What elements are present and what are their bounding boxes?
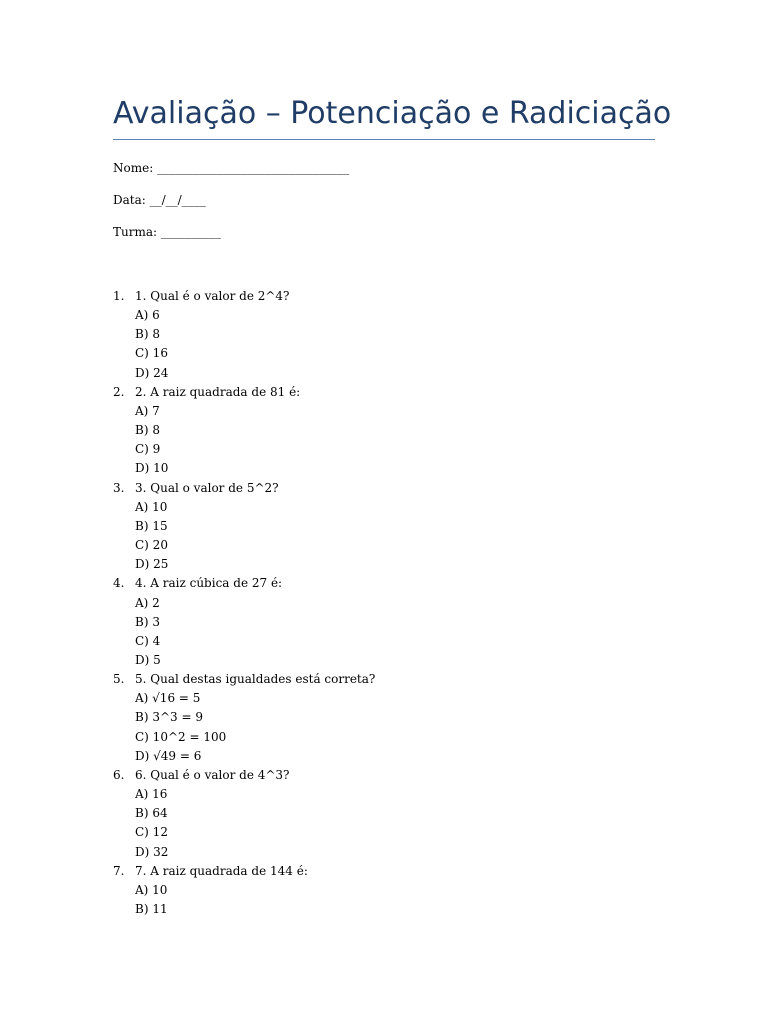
document-title: Avaliação – Potenciação e Radiciação	[113, 96, 672, 131]
option-b: B) 11	[135, 902, 168, 916]
option-d: D) 5	[135, 652, 161, 667]
class-field: Turma: __________	[113, 225, 221, 239]
name-field: Nome: ________________________________	[113, 161, 350, 175]
option-d: D) 10	[135, 461, 169, 476]
question-7	[113, 862, 655, 919]
question-6	[113, 766, 655, 862]
option-b: B) 8	[135, 327, 160, 342]
option-d: D) √49 = 6	[135, 748, 202, 763]
question-number: 7.	[113, 863, 125, 878]
question-text: 1. Qual é o valor de 2^4?	[135, 289, 290, 303]
option-a: A) 16	[135, 787, 168, 802]
option-c: C) 4	[135, 633, 161, 648]
option-d: D) 25	[135, 557, 169, 572]
option-a: A) 7	[135, 403, 160, 418]
option-b: B) 64	[135, 806, 168, 821]
option-c: C) 12	[135, 825, 168, 840]
option-c: C) 16	[135, 346, 168, 361]
option-a: A) 6	[135, 308, 160, 323]
question-text: 3. Qual o valor de 5^2?	[135, 480, 279, 495]
question-list	[113, 287, 655, 919]
question-1	[113, 287, 655, 383]
title-divider	[113, 139, 655, 140]
option-b: B) 8	[135, 423, 160, 438]
question-number: 3.	[113, 480, 125, 495]
option-c: C) 20	[135, 538, 168, 553]
option-b: B) 3	[135, 614, 160, 629]
question-text: 7. A raiz quadrada de 144 é:	[135, 863, 308, 878]
option-a: A) 10	[135, 499, 168, 514]
question-number: 1.	[113, 289, 125, 303]
option-c: C) 10^2 = 100	[135, 729, 227, 744]
option-a: A) 10	[135, 882, 168, 897]
question-text: 4. A raiz cúbica de 27 é:	[135, 576, 283, 591]
question-number: 6.	[113, 767, 125, 782]
question-2	[113, 383, 655, 479]
option-b: B) 3^3 = 9	[135, 710, 203, 725]
option-a: A) 2	[135, 595, 160, 610]
question-number: 4.	[113, 576, 125, 591]
question-text: 5. Qual destas igualdades está correta?	[135, 672, 376, 687]
question-5	[113, 670, 655, 766]
question-4	[113, 574, 655, 670]
option-d: D) 32	[135, 844, 169, 859]
question-3	[113, 479, 655, 575]
question-number: 2.	[113, 384, 125, 399]
question-number: 5.	[113, 672, 125, 687]
question-text: 6. Qual é o valor de 4^3?	[135, 767, 290, 782]
date-field: Data: __/__/____	[113, 193, 206, 207]
option-c: C) 9	[135, 442, 161, 457]
option-a: A) √16 = 5	[135, 691, 201, 706]
option-b: B) 15	[135, 518, 168, 533]
option-d: D) 24	[135, 365, 169, 380]
question-text: 2. A raiz quadrada de 81 é:	[135, 384, 301, 399]
